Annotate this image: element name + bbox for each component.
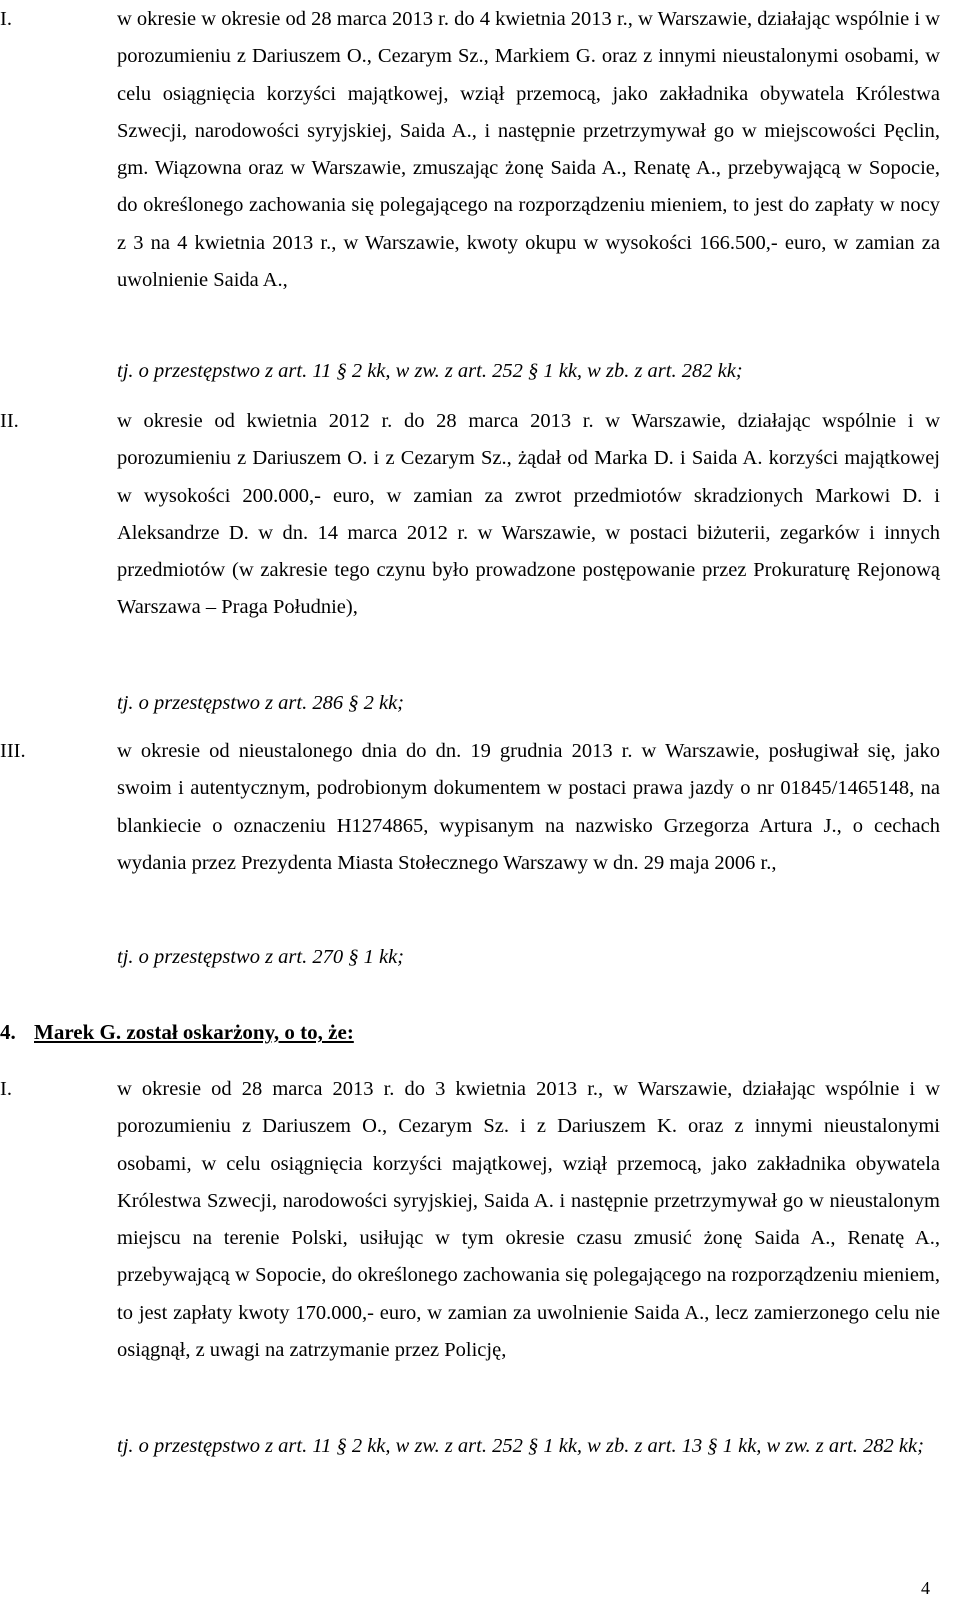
charge-item [0, 403, 940, 733]
section-heading [0, 1017, 354, 1047]
charge-citation: tj. o przestępstwo z art. 270 § 1 kk; [117, 946, 404, 968]
charge-item [0, 733, 940, 983]
charge-citation: tj. o przestępstwo z art. 11 § 2 kk, w zw. z art. 252 § 1 kk, w zb. z art. 282 kk; [117, 360, 743, 382]
charge-item [0, 1, 940, 391]
charge-citation: tj. o przestępstwo z art. 286 § 2 kk; [117, 692, 404, 714]
charge-numeral: III. [0, 740, 26, 762]
charge-numeral: I. [0, 1078, 12, 1100]
section-title: Marek G. został oskarżony, o to, że: [34, 1020, 354, 1044]
page-number: 4 [921, 1578, 930, 1598]
charge-text: w okresie od kwietnia 2012 r. do 28 marca 2013 r. w Warszawie, działając wspólnie i w porozumieniu z Dariuszem O. i z Cezarym Sz., żądał od Marka D. i Saida A. korzyści majątkowej w wysokości 200.000,- euro, w zamian za zwrot przedmiotów skradzionych Markowi D. i Aleksandrze D. w dn. 14 marca 2012 r. w Warszawie, w postaci biżuterii, zegarków i innych przedmiotów (w zakresie tego czynu było prowadzone postępowanie przez Prokuraturę Rejonową Warszawa – Praga Południe), [117, 410, 940, 619]
charge-text: w okresie od nieustalonego dnia do dn. 19 grudnia 2013 r. w Warszawie, posługiwał się, jako swoim i autentycznym, podrobionym dokumentem w postaci prawa jazdy o nr 01845/1465148, na blankiecie o oznaczeniu H1274865, wypisanym na nazwisko Grzegorza Artura J., o cechach wydania przez Prezydenta Miasta Stołecznego Warszawy w dn. 29 maja 2006 r., [117, 740, 940, 874]
section-number: 4. [0, 1020, 16, 1044]
charge-text: w okresie od 28 marca 2013 r. do 3 kwietnia 2013 r., w Warszawie, działając wspólnie i w porozumieniu z Dariuszem O., Cezarym Sz. i z Dariuszem K. oraz z innymi nieustalonymi osobami, w celu osiągnięcia korzyści majątkowej, wziął przemocą, jako zakładnika obywatela Królestwa Szwecji, narodowości syryjskiej, Saida A. i następnie przetrzymywał go w nieustalonym miejscu na terenie Polski, usiłując w tym okresie czasu zmusić żonę Saida A., Renatę A., przebywającą w Sopocie, do określonego zachowania się polegającego na rozporządzeniu mieniem, to jest zapłaty kwoty 170.000,- euro, w zamian za uwolnienie Saida A., lecz zamierzonego celu nie osiągnął, z uwagi na zatrzymanie przez Policję, [117, 1078, 940, 1362]
charge-item [0, 1071, 940, 1491]
charge-numeral: I. [0, 8, 12, 30]
charge-numeral: II. [0, 410, 19, 432]
charge-text: w okresie w okresie od 28 marca 2013 r. do 4 kwietnia 2013 r., w Warszawie, działając wspólnie i w porozumieniu z Dariuszem O., Cezarym Sz., Markiem G. oraz z innymi nieustalonymi osobami, w celu osiągnięcia korzyści majątkowej, wziął przemocą, jako zakładnika obywatela Królestwa Szwecji, narodowości syryjskiej, Saida A., i następnie przetrzymywał go w miejscowości Pęclin, gm. Wiązowna oraz w Warszawie, zmuszając żonę Saida A., Renatę A., przebywającą w Sopocie, do określonego zachowania się polegającego na rozporządzeniu mieniem, to jest do zapłaty w nocy z 3 na 4 kwietnia 2013 r., w Warszawie, kwoty okupu w wysokości 166.500,- euro, w zamian za uwolnienie Saida A., [117, 8, 940, 292]
charge-citation: tj. o przestępstwo z art. 11 § 2 kk, w zw. z art. 252 § 1 kk, w zb. z art. 13 § 1 kk, w zw. z art. 282 kk; [117, 1435, 924, 1457]
